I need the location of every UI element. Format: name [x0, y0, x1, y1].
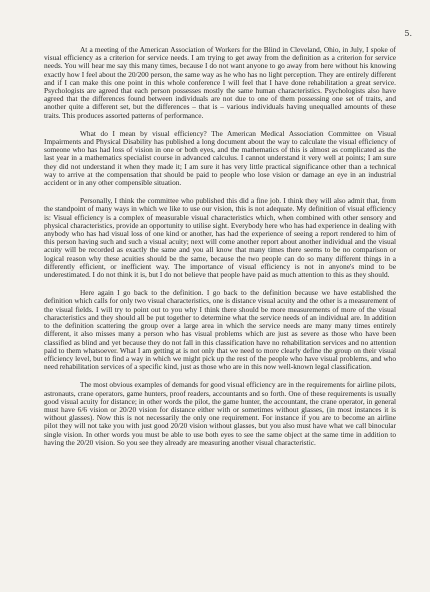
- paragraph-4: Here again I go back to the definition. I go back to the definition because we have established the definition which calls for only two visual characteristics, one is distance visual acuity and the other is a measurement of the visual fields. I will try to point out to you why I think there should be more measurements of more of the visual characteristics and they should all be put together to determine what the service needs of an individual are. In addition to the definition scattering the group over a large area in which the service needs are many many times entirely different, it also misses many a person who has visual problems which are just as severe as those who have been classified as blind and yet because they do not fall in this classification have no rehabilitation services and no attention paid to them whatsoever. What I am getting at is not only that we need to more clearly define the group on their visual efficiency level, but to find a way in which we might pick up the rest of the people who have visual problems, and who need rehabilitation services of a specific kind, just as those who are in this now well-known legal classification.: [44, 288, 396, 372]
- page-number: 5.: [404, 29, 412, 38]
- body-text: [44, 46, 396, 457]
- paragraph-2: What do I mean by visual efficiency? The American Medical Association Committee on Visual Impairments and Physical Disability has published a long document about the way to calculate the visual efficiency of someone who has had loss of vision in one or both eyes, and the mathematics of this is almost as complicated as the last year in a mathematics specialist course in advanced calculus. I cannot understand it very well at points; I am sure they did not understand it when they made it; I am sure it has very little practical significance other than a technical way to arrive at the compensation that should be paid to people who lose vision or damage an eye in an industrial accident or in any other compensible situation.: [44, 128, 396, 188]
- paragraph-3: Personally, I think the committee who published this did a fine job. I think they will also admit that, from the standpoint of many ways in which we like to use our vision, this is not adequate. My definition of visual efficiency is: Visual efficiency is a complex of measurable visual characteristics which, when combined with other sensory and physical characteristics, provide an opportunity to utilise sight. Everybody here who has had experience in dealing with anybody who has had visual loss of one kind or another, has had the experience of seeing a report rendered to him of this person having such and such a visual acuity; next will come another report about another individual and the visual acuity will be recorded as exactly the same and you all know that many times there seems to be no comparison or logical reason why these acuities should be the same, because the two people can do so many different things in a differently efficient, or inefficient way. The importance of visual efficiency is not in anyone's mind to be underestimated. I do not think it is, but I do not believe that people have paid as much attention to this as they should.: [44, 196, 396, 280]
- paragraph-5: The most obvious examples of demands for good visual efficiency are in the requirements for airline pilots, astronauts, crane operators, game hunters, proof readers, accountants and so forth. One of these requirements is usually good visual acuity for distance; in other words the pilot, the game hunter, the accountant, the crane operator, in general must have 6/6 vision or 20/20 vision for distance either with or sometimes without glasses, (in most instances it is without glasses). Now this is not necessarily the only one requirement. For instance if you are to become an airline pilot they will not take you with just good 20/20 vision without glasses, but you also must have what we call binocular single vision. In other words you must be able to use both eyes to see the same object at the same time in addition to having the 20/20 vision. So you see they already are measuring another visual characteristic.: [44, 380, 396, 447]
- paragraph-1: At a meeting of the American Association of Workers for the Blind in Cleveland, Ohio, in July, I spoke of visual efficiency as a criterion for service needs. I am trying to get away from the definition as a criterion for service needs. You will hear me say this many times, because I do not want anyone to go away from here without his knowing exactly how I feel about the 20/200 person, the same way as he who has no light perception. They are entirely different and if I can make this one point in this whole conference I will feel that I have done rehabilitation a great service. Psychologists are agreed that each person possesses mostly the same human characteristics. Psychologists also have agreed that the differences found between individuals are not due to one of them possessing one set of traits, and another quite a different set, but the differences – that is – various individuals having unequalled amounts of these traits. This produces assorted patterns of performance.: [44, 45, 396, 120]
